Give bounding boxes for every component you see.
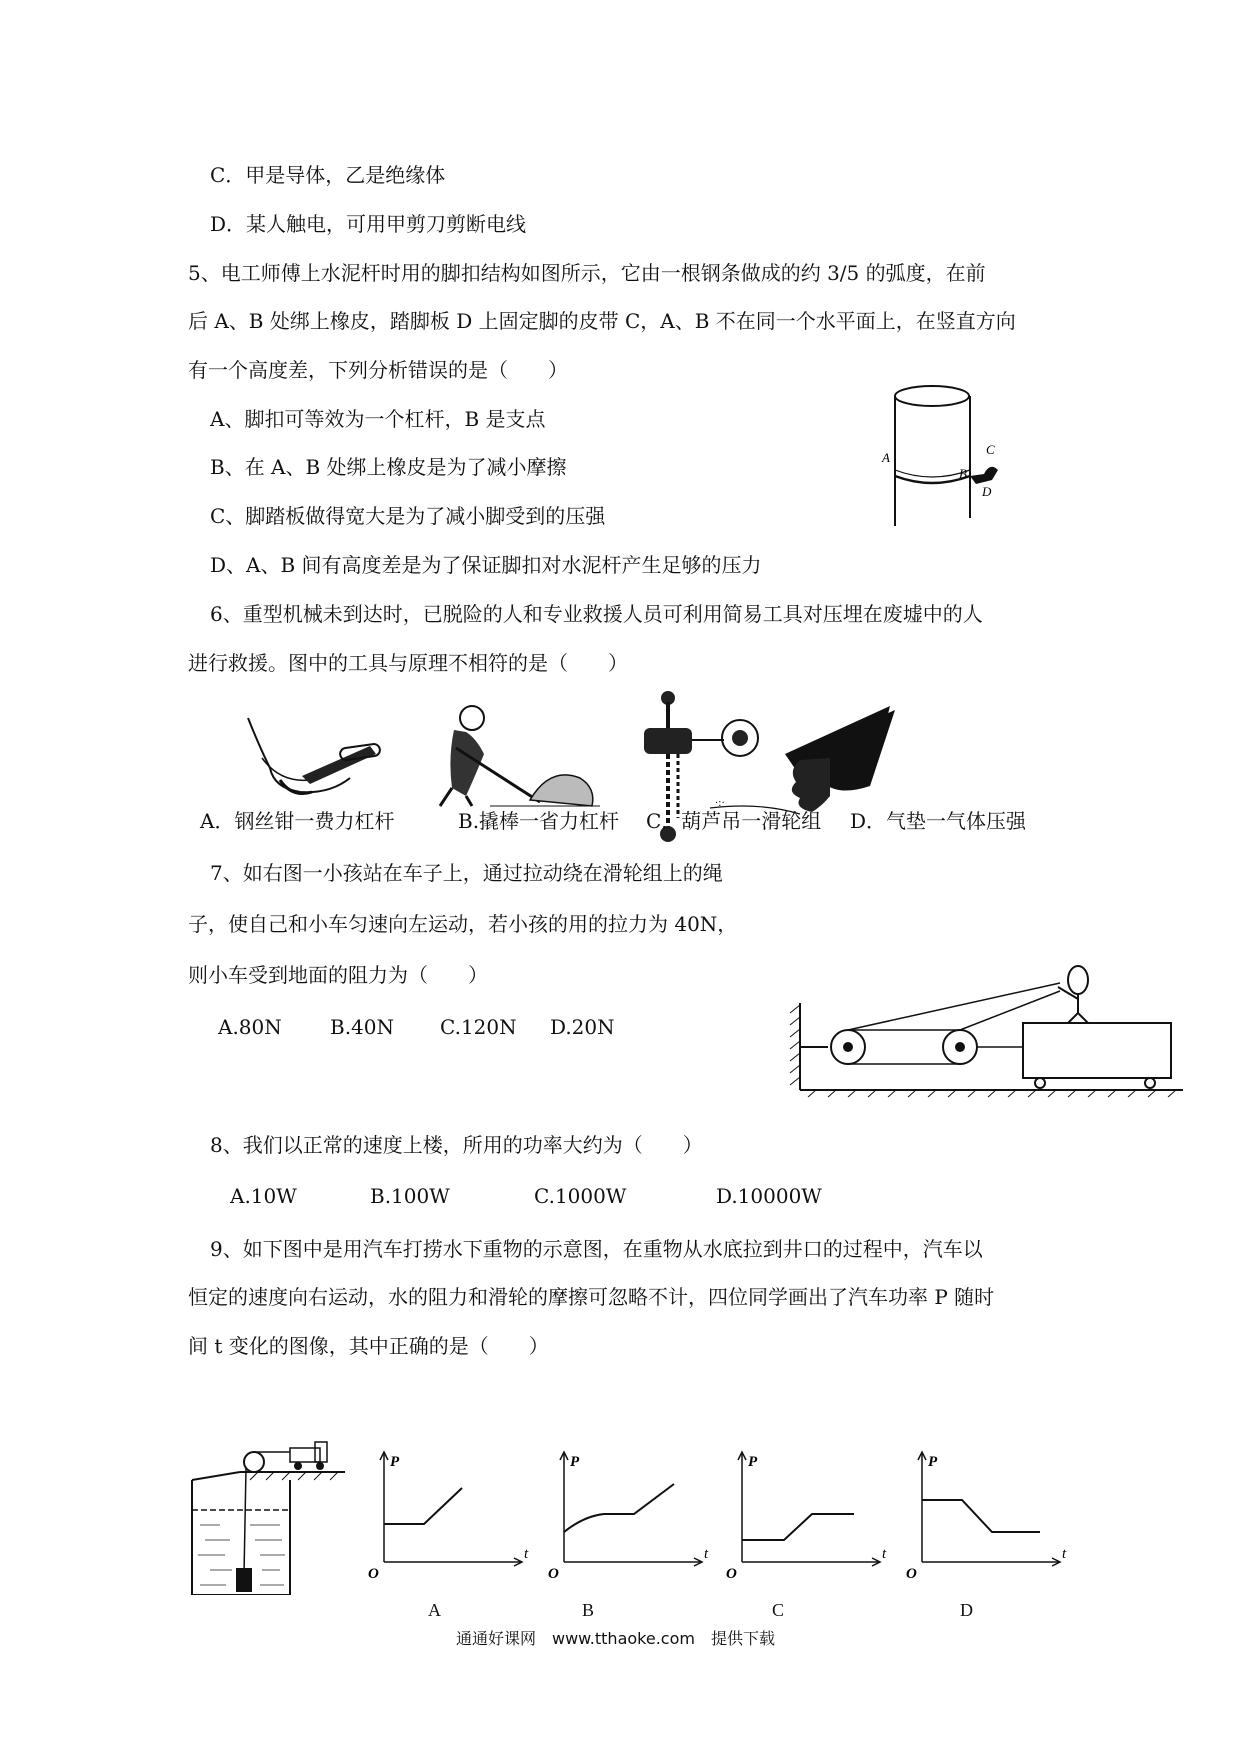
q8-option-a: A.10W <box>230 1184 297 1208</box>
fig-label-d: D <box>982 484 992 499</box>
axis-label-t: t <box>524 1546 529 1562</box>
power-curve <box>564 1484 674 1532</box>
q6-option-b: B.撬棒一省力杠杆 <box>458 809 620 833</box>
power-curve <box>384 1488 462 1524</box>
crowbar-man-icon <box>440 706 600 806</box>
q7-stem-line2: 子，使自己和小车匀速向左运动，若小孩的用的拉力为 40N， <box>188 912 738 936</box>
q7-stem-line3: 则小车受到地面的阻力为（ ） <box>188 963 488 987</box>
q5-stem-line1: 5、电工师傅上水泥杆时用的脚扣结构如图所示，它由一根钢条做成的约 3/5 的弧度，在前 <box>188 261 986 285</box>
graph-label-c: C <box>772 1600 785 1620</box>
q4-option-c: C．甲是导体，乙是绝缘体 <box>210 163 446 187</box>
q8-option-c: C.1000W <box>534 1184 627 1208</box>
q8-stem: 8、我们以正常的速度上楼，所用的功率大约为（ ） <box>210 1133 703 1157</box>
q9-stem-line2: 恒定的速度向右运动，水的阻力和滑轮的摩擦可忽略不计，四位同学画出了汽车功率 P 随时 <box>188 1285 995 1309</box>
q7-stem-line1: 7、如右图一小孩站在车子上，通过拉动绕在滑轮组上的绳 <box>210 861 723 885</box>
q5-option-c: C、脚踏板做得宽大是为了减小脚受到的压强 <box>210 504 606 528</box>
axis-label-p: P <box>570 1454 580 1470</box>
graph-d <box>906 1452 1067 1582</box>
q7-option-b: B.40N <box>330 1015 395 1039</box>
well-truck-figure <box>190 1440 350 1595</box>
graph-a <box>368 1452 529 1582</box>
axis-label-t: t <box>1062 1546 1067 1562</box>
pliers-icon <box>248 718 381 794</box>
power-curve <box>742 1514 854 1540</box>
graph-label-a: A <box>428 1600 441 1620</box>
fig-label-a: A <box>882 450 890 465</box>
power-time-graphs <box>360 1440 1090 1590</box>
graph-label-d: D <box>960 1600 973 1620</box>
air-cushion-icon <box>710 706 895 814</box>
q5-stem-line2: 后 A、B 处绑上橡皮，踏脚板 D 上固定脚的皮带 C，A、B 不在同一个水平面上，在竖直方向 <box>188 309 1016 333</box>
q6-option-c: C．葫芦吊一滑轮组 <box>646 809 822 833</box>
q6-option-b-wrap <box>458 808 619 834</box>
q7-option-c: C.120N <box>440 1015 517 1039</box>
graph-c <box>726 1452 887 1582</box>
svg-text:·:·: ·:· <box>715 798 725 809</box>
origin-label: O <box>548 1566 559 1582</box>
axis-label-p: P <box>390 1454 400 1470</box>
q8-option-b: B.100W <box>370 1184 450 1208</box>
cart-pulley-figure <box>788 935 1188 1110</box>
q6-stem-line2: 进行救援。图中的工具与原理不相符的是（ ） <box>188 651 628 675</box>
q6-option-d: D．气垫一气体压强 <box>850 809 1027 833</box>
q9-stem-line1: 9、如下图中是用汽车打捞水下重物的示意图，在重物从水底拉到井口的过程中，汽车以 <box>210 1237 983 1261</box>
axis-label-p: P <box>748 1454 758 1470</box>
axis-label-t: t <box>704 1546 709 1562</box>
pole-foot-buckle-figure <box>880 378 1060 528</box>
axis-label-p: P <box>928 1454 938 1470</box>
origin-label: O <box>368 1566 379 1582</box>
q6-option-c-wrap <box>646 808 821 834</box>
q9-stem-line3: 间 t 变化的图像，其中正确的是（ ） <box>188 1334 549 1358</box>
graph-b <box>548 1452 709 1582</box>
q6-option-d-wrap <box>850 808 1026 834</box>
q5-option-b: B、在 A、B 处绑上橡皮是为了减小摩擦 <box>210 455 567 479</box>
power-curve <box>922 1500 1040 1532</box>
axis-label-t: t <box>882 1546 887 1562</box>
fig-label-b: B <box>959 466 967 481</box>
fig-label-c: C <box>986 442 995 457</box>
q8-option-d: D.10000W <box>716 1184 822 1208</box>
q5-option-d: D、A、B 间有高度差是为了保证脚扣对水泥杆产生足够的压力 <box>210 553 762 577</box>
q7-option-a: A.80N <box>218 1015 282 1039</box>
q5-option-a: A、脚扣可等效为一个杠杆，B 是支点 <box>210 407 546 431</box>
origin-label: O <box>726 1566 737 1582</box>
graph-label-b: B <box>582 1600 595 1620</box>
q5-stem-line3: 有一个高度差，下列分析错误的是（ ） <box>188 358 568 382</box>
q6-stem-line1: 6、重型机械未到达时，已脱险的人和专业救援人员可利用简易工具对压埋在废墟中的人 <box>210 602 983 626</box>
q7-option-d: D.20N <box>550 1015 615 1039</box>
page-footer: 通通好课网 www.tthaoke.com 提供下载 <box>456 1629 775 1648</box>
q4-option-d: D．某人触电，可用甲剪刀剪断电线 <box>210 212 527 236</box>
q6-option-a: A．钢丝钳一费力杠杆 <box>200 809 395 833</box>
origin-label: O <box>906 1566 917 1582</box>
